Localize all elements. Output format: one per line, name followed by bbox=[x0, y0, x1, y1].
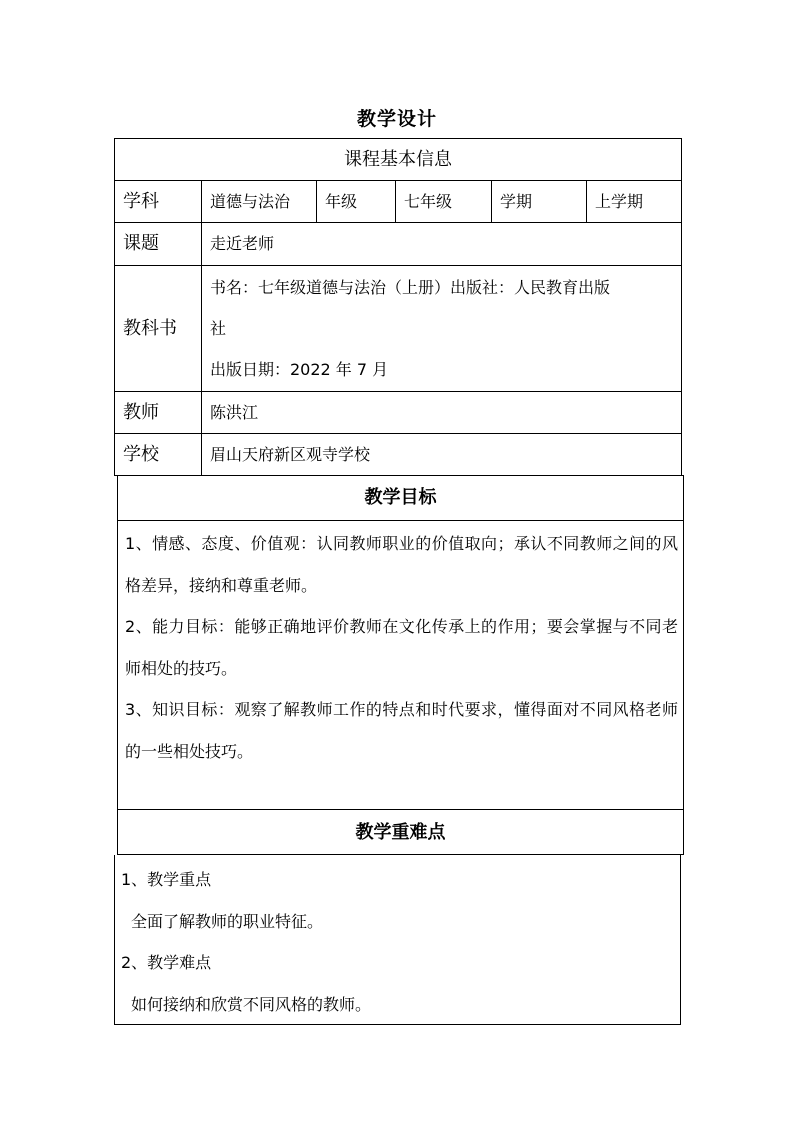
objectives-list bbox=[125, 523, 678, 772]
subject-value: 道德与法治 bbox=[202, 181, 317, 223]
objective-item: 3、知识目标：观察了解教师工作的特点和时代要求，懂得面对不同风格老师的一些相处技巧。 bbox=[125, 700, 678, 761]
textbook-line-2: 社 bbox=[210, 319, 227, 338]
key-point-heading: 1、教学重点 bbox=[121, 870, 212, 889]
teacher-value: 陈洪江 bbox=[202, 392, 682, 434]
document-title: 教学设计 bbox=[356, 108, 437, 130]
textbook-value bbox=[202, 266, 682, 392]
teacher-label: 教师 bbox=[115, 392, 202, 434]
course-info-header: 课程基本信息 bbox=[115, 139, 682, 181]
term-label: 学期 bbox=[492, 181, 587, 223]
key-point-content: 全面了解教师的职业特征。 bbox=[131, 912, 324, 931]
topic-value: 走近老师 bbox=[202, 223, 682, 266]
key-points-title: 教学重难点 bbox=[118, 809, 683, 856]
objective-item: 2、能力目标：能够正确地评价教师在文化传承上的作用；要会掌握与不同老师相处的技巧。 bbox=[125, 617, 678, 678]
objectives-title: 教学目标 bbox=[118, 476, 683, 521]
objective-item: 1、情感、态度、价值观：认同教师职业的价值取向；承认不同教师之间的风格差异，接纳和尊重老师。 bbox=[125, 534, 678, 595]
grade-value: 七年级 bbox=[396, 181, 492, 223]
difficult-point-content: 如何接纳和欣赏不同风格的教师。 bbox=[131, 995, 372, 1014]
textbook-line-1: 书名：七年级道德与法治（上册）出版社：人民教育出版 bbox=[210, 278, 611, 297]
school-value: 眉山天府新区观寺学校 bbox=[202, 434, 682, 476]
grade-label: 年级 bbox=[317, 181, 396, 223]
textbook-label: 教科书 bbox=[115, 266, 202, 392]
difficult-point-heading: 2、教学难点 bbox=[121, 953, 212, 972]
topic-label: 课题 bbox=[115, 223, 202, 266]
school-label: 学校 bbox=[115, 434, 202, 476]
textbook-line-3: 出版日期：2022 年 7 月 bbox=[210, 360, 389, 379]
term-value: 上学期 bbox=[587, 181, 682, 223]
objectives-section bbox=[117, 475, 684, 855]
course-info-table bbox=[114, 138, 682, 476]
subject-label: 学科 bbox=[115, 181, 202, 223]
key-points-section bbox=[114, 855, 681, 1025]
